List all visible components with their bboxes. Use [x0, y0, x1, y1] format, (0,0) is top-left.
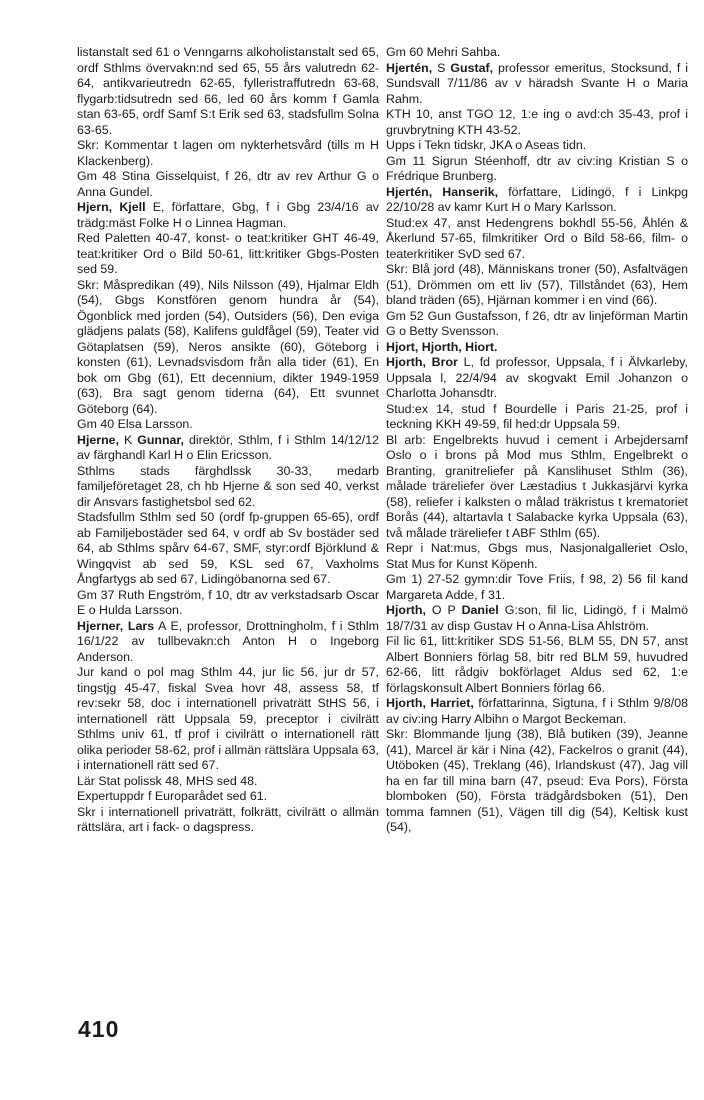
entry-paragraph [386, 45, 688, 61]
entry-text: listanstalt sed 61 o Venngarns alkoholistanstalt sed 65, ordf Sthlms övervakn:nd sed 65, 55 års valutredn 62-64, antikvarieutredn 62-65, fylleristraffutredn 63-68, flygarb:tidsutredn sed 66, led 60 års komm f Gamla stan 63-65, ordf Samf S:t Erik sed 63, stadsfullm Solna 63-65. [77, 45, 379, 137]
biography-entry [386, 61, 688, 108]
entry-text: direktör, Sthlm, f i Sthlm 14/12/12 av färghandl Karl H o Elin Ericsson. [77, 432, 379, 462]
entry-name: Hjerne, [77, 432, 120, 447]
entry-text: Gm 60 Mehri Sahba. [386, 45, 501, 59]
entry-paragraph [386, 433, 688, 542]
entry-text: Stud:ex 47, anst Hedengrens bokhdl 55-56, Åhlén & Åkerlund 57-65, filmkritiker Ord o Bild 58-66, film- o teaterkritiker SvD sed 67. [386, 215, 688, 261]
entry-text: Upps i Tekn tidskr, JKA o Aseas tidn. [386, 138, 587, 152]
entry-paragraph [77, 417, 379, 433]
entry-text: Gm 40 Elsa Larsson. [77, 417, 193, 431]
entry-paragraph [77, 510, 379, 588]
entry-paragraph [386, 262, 688, 309]
entry-text: författarinna, Sigtuna, f i Sthlm 9/8/08 av civ:ing Harry Albihn o Margot Beckeman. [386, 696, 688, 726]
entry-paragraph [386, 541, 688, 572]
entry-name: Hjern, Kjell [77, 200, 146, 214]
biography-entry [77, 433, 379, 464]
entry-paragraph [77, 138, 379, 169]
entry-text: Skr: Blå jord (48), Människans troner (50), Asfaltvägen (51), Drömmen om ett liv (57), Tillståndet (63), Hem bland träden (65), Hjärnan kommer i en vind (66). [386, 262, 688, 307]
entry-name: Gunnar, [137, 432, 185, 447]
entry-text: Repr i Nat:mus, Gbgs mus, Nasjonalgalleriet Oslo, Stat Mus for Kunst Köpenh. [386, 541, 688, 571]
biography-entry [386, 185, 688, 216]
entry-text: Lär Stat polissk 48, MHS sed 48. [77, 773, 258, 788]
entry-name: Hjertén, [386, 60, 433, 75]
biography-entry [386, 355, 688, 402]
entry-text: Bl arb: Engelbrekts huvud i cement i Arbejdersamf Oslo o i brons på Mod mus Sthlm, Engelbrekt o Branting, granitreliefer på Kanslihuset Sthlm (36), målade träreliefer över Læstadius t Jukkasjärvi kyrka (58), reliefer i kalksten o målad träkristus t krematoriet Borås (44), altartavla t Salabacke kyrka Uppsala (63), två målade träreliefer t ABF Sthlm (65). [386, 432, 688, 540]
entry-name: Hjertén, Hanserik, [386, 184, 499, 199]
right-column [386, 45, 688, 836]
entry-text: Expertuppdr f Europarådet sed 61. [77, 789, 268, 803]
entry-paragraph [77, 665, 379, 774]
entry-text: K [119, 432, 138, 447]
entry-paragraph [386, 216, 688, 263]
entry-text: Gm 52 Gun Gustafsson, f 26, dtr av linjeförman Martin G o Betty Svensson. [386, 308, 688, 338]
biography-entry [77, 619, 379, 666]
entry-text: Stud:ex 14, stud f Bourdelle i Paris 21-25, prof i teckning KKH 49-59, fil hed:dr Uppsala 59. [386, 401, 688, 431]
entry-text: Skr: Måspredikan (49), Nils Nilsson (49), Hjalmar Eldh (54), Gbgs Konstfören genom hundra år (54), Ögonblick med jorden (54), Outsiders (56), Den eviga glädjens palats (58), Kalifens guldfågel (59), Teater vid Götaplatsen (59), Neros ansikte (60), Göteborg i konsten (61), Levnadsvisdom från alla tider (61), En bok om Gbg (61), Ett decennium, dikter 1949-1959 (63), Bra sagt genom tiderna (64), Ett svunnet Göteborg (64). [77, 277, 379, 416]
entry-text: G:son, fil lic, Lidingö, f i Malmö 18/7/31 av disp Gustav H o Anna-Lisa Ahlström. [386, 603, 689, 633]
entry-text: Sthlms stads färghdlssk 30-33, medarb familjeföretaget 28, ch hb Hjerne & son sed 40, verkst dir Ansvars fastighetsbol sed 62. [77, 463, 379, 509]
entry-text: S [432, 60, 451, 75]
biography-entry [386, 696, 688, 727]
entry-name: Daniel [461, 603, 499, 617]
entry-text: Gm 37 Ruth Engström, f 10, dtr av verkstadsarb Oscar E o Hulda Larsson. [77, 587, 379, 617]
entry-paragraph [77, 774, 379, 790]
entry-paragraph [386, 138, 688, 154]
entry-text: E, författare, Gbg, f i Gbg 23/4/16 av trädg:mäst Folke H o Linnea Hagman. [77, 200, 379, 230]
page-number: 410 [78, 1016, 120, 1042]
entry-name: Hjort, Hjorth, Hiort. [386, 339, 498, 354]
entry-text: Skr: Blommande ljung (38), Blå butiken (39), Jeanne (41), Marcel är kär i Nina (42), Fackelros o granit (44), Utöboken (45), Treklang (46), Irlandskust (47), Jag vill ha en far till mina barn (47, pseud: Eva Pors), Första blomboken (50), Första trädgårdsboken (51), Den tomma famnen (51), Vägen till dig (54), Keltisk kust (54), [386, 727, 688, 834]
entry-text: A E, professor, Drottningholm, f i Sthlm 16/1/22 av tullbevakn:ch Anton H o Ingeborg Anderson. [77, 618, 379, 664]
entry-name: Hjorth, Bror [386, 355, 458, 369]
entry-text: professor emeritus, Stocksund, f i Sundsvall 7/11/86 av v häradsh Svante H o Maria Rahm. [386, 60, 689, 106]
entry-text: L, fd professor, Uppsala, f i Älvkarleby, Uppsala l, 22/4/94 av skogvakt Emil Johanzon o Charlotta Johansdtr. [386, 355, 688, 400]
entry-text: Jur kand o pol mag Sthlm 44, jur lic 56, jur dr 57, tingstjg 45-47, fiskal Svea hovr 48, assess 58, tf rev:sekr 58, doc i internationell privaträtt StHS 56, i internationell rätt Uppsala 59, preceptor i civilrätt Sthlms univ 61, tf prof i civilrätt o internationell rätt olika perioder 58-62, prof i allmän rättslära Uppsala 63, i internationell rätt sed 67. [77, 665, 379, 772]
entry-name: Gustaf, [450, 60, 494, 75]
entry-paragraph [77, 278, 379, 418]
entry-text: Stadsfullm Sthlm sed 50 (ordf fp-gruppen 65-65), ordf ab Familjebostäder sed 64, v ordf ab Sv bostäder sed 64, ab Sthlms spårv 64-67, SMF, styr:ordf Björklund & Wingqvist ab sed 59, KSL sed 67, Vaxholms Ångfartygs ab sed 67, Lidingöbanorna sed 67. [77, 510, 379, 586]
entry-text: Red Paletten 40-47, konst- o teat:kritiker GHT 46-49, teat:kritiker Ord o Bild 50-61, litt:kritiker Gbgs-Posten sed 59. [77, 231, 379, 276]
entry-paragraph [77, 464, 379, 511]
entry-paragraph [77, 231, 379, 278]
entry-paragraph [77, 805, 379, 836]
biography-entry [77, 200, 379, 231]
entry-paragraph [77, 789, 379, 805]
entry-name: Hjorth, Harriet, [386, 696, 474, 710]
biography-entry [386, 603, 688, 634]
entry-text: Gm 48 Stina Gisselquist, f 26, dtr av rev Arthur G o Anna Gundel. [77, 169, 379, 199]
entry-text: KTH 10, anst TGO 12, 1:e ing o avd:ch 35-43, prof i gruvbrytning KTH 43-52. [386, 107, 688, 137]
entry-paragraph [386, 402, 688, 433]
entry-paragraph [386, 572, 688, 603]
entry-text: författare, Lidingö, f i Linkpg 22/10/28 av kamr Kurt H o Mary Karlsson. [386, 184, 688, 214]
entry-text: Skr i internationell privaträtt, folkrätt, civilrätt o allmän rättslära, art i fack- o dagspress. [77, 804, 379, 834]
entry-name: Hjorth, [386, 603, 426, 617]
entry-text: O P [425, 603, 462, 617]
entry-paragraph [386, 107, 688, 138]
entry-text: Gm 1) 27-52 gymn:dir Tove Friis, f 98, 2) 56 fil kand Margareta Adde, f 31. [386, 572, 688, 602]
entry-text: Fil lic 61, litt:kritiker SDS 51-56, BLM 55, DN 57, anst Albert Bonniers förlag 58, bitr red BLM 59, huvudred 62-66, litt rådgiv bokförlaget Aldus sed 62, 1:e förlagskonsult Albert Bonniers förlag 66. [386, 634, 688, 695]
entry-paragraph [386, 154, 688, 185]
entry-name: Hjerner, Lars [77, 618, 155, 633]
left-column [77, 45, 379, 836]
entry-text: Gm 11 Sigrun Stéenhoff, dtr av civ:ing Kristian S o Frédrique Brunberg. [386, 153, 688, 183]
entry-paragraph [386, 309, 688, 340]
entry-text: Skr: Kommentar t lagen om nykterhetsvård (tills m H Klackenberg). [77, 138, 379, 168]
entry-paragraph [386, 634, 688, 696]
entry-paragraph [77, 45, 379, 138]
biography-entry [386, 340, 688, 356]
entry-paragraph [386, 727, 688, 836]
entry-paragraph [77, 588, 379, 619]
entry-paragraph [77, 169, 379, 200]
